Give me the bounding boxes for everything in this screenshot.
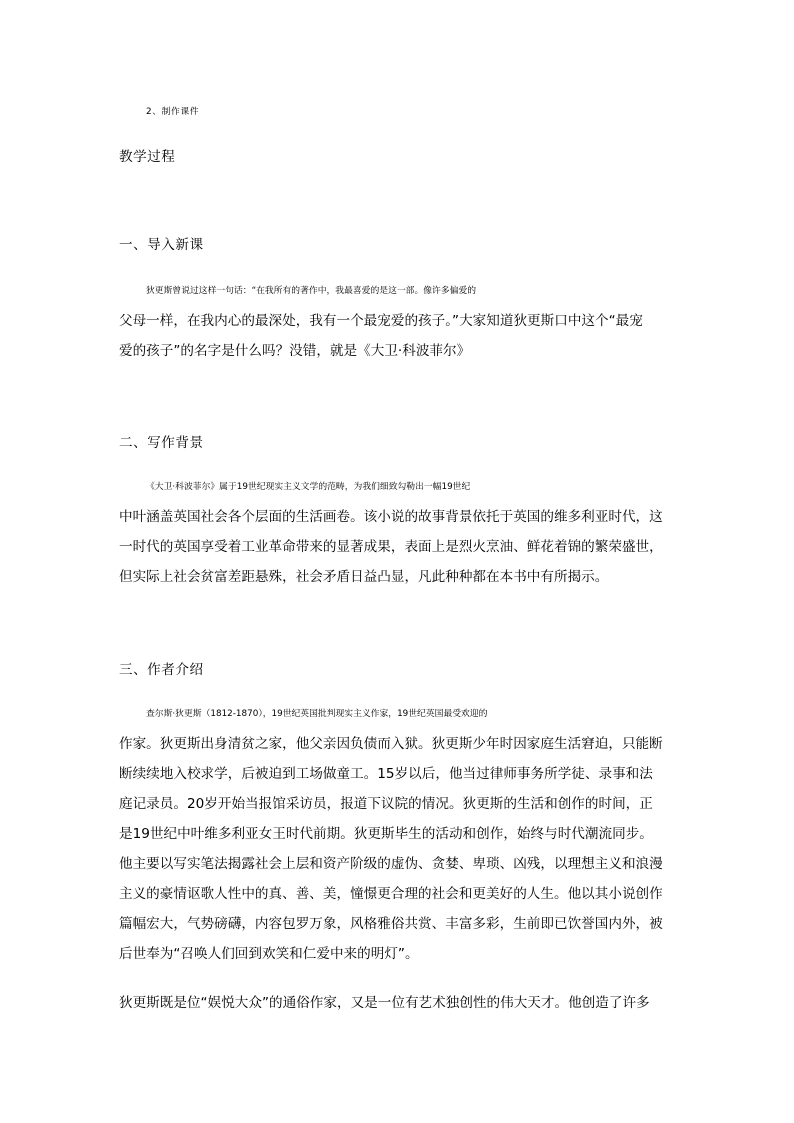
process-title: 教学过程 xyxy=(119,149,176,165)
paragraph-line: 作家。狄更斯出身清贫之家，他父亲因负债而入狱。狄更斯少年时因家庭生活窘迫，只能断 xyxy=(119,736,663,752)
paragraph-line: 一时代的英国享受着工业革命带来的显著成果，表面上是烈火烹油、鲜花着锦的繁荣盛世， xyxy=(119,539,663,555)
paragraph-line: 他主要以写实笔法揭露社会上层和资产阶级的虚伪、贪婪、卑琐、凶残，以理想主义和浪漫 xyxy=(119,856,663,872)
paragraph-line: 中叶涵盖英国社会各个层面的生活画卷。该小说的故事背景依托于英国的维多利亚时代，这 xyxy=(119,509,663,525)
paragraph-line: 爱的孩子”的名字是什么吗？没错，就是《大卫·科波菲尔》 xyxy=(119,343,471,359)
section-heading-author: 三、作者介绍 xyxy=(119,662,204,678)
paragraph-line: 断续续地入校求学，后被迫到工场做童工。15岁以后，他当过律师事务所学徒、录事和法 xyxy=(119,766,653,782)
paragraph-line: 篇幅宏大，气势磅礴，内容包罗万象，风格雅俗共赏、丰富多彩，生前即已饮誉国内外，被 xyxy=(119,916,663,932)
paragraph-line: 《大卫·科波菲尔》属于19世纪现实主义文学的范畴，为我们细致勾勒出一幅19世纪 xyxy=(146,482,471,492)
paragraph-line: 狄更斯既是位“娱悦大众”的通俗作家，又是一位有艺术独创性的伟大天才。他创造了许多 xyxy=(119,995,650,1011)
paragraph-line: 但实际上社会贫富差距悬殊，社会矛盾日益凸显，凡此种种都在本书中有所揭示。 xyxy=(119,569,609,585)
paragraph-line: 庭记录员。20岁开始当报馆采访员，报道下议院的情况。狄更斯的生活和创作的时间，正 xyxy=(119,796,653,812)
paragraph-line: 后世奉为“召唤人们回到欢笑和仁爱中来的明灯”。 xyxy=(119,946,419,962)
paragraph-line: 父母一样，在我内心的最深处，我有一个最宠爱的孩子。”大家知道狄更斯口中这个“最宠 xyxy=(119,313,643,329)
paragraph-line: 是19世纪中叶维多利亚女王时代前期。狄更斯毕生的活动和创作，始终与时代潮流同步。 xyxy=(119,826,653,842)
paragraph-line: 主义的豪情讴歌人性中的真、善、美，憧憬更合理的社会和更美好的人生。他以其小说创作 xyxy=(119,886,663,902)
paragraph-line: 狄更斯曾说过这样一句话：“在我所有的著作中，我最喜爱的是这一部。像许多偏爱的 xyxy=(146,286,477,296)
prep-item: 2、制作课件 xyxy=(146,107,200,117)
section-heading-background: 二、写作背景 xyxy=(119,435,204,451)
paragraph-line: 查尔斯·狄更斯（1812-1870），19世纪英国批判现实主义作家，19世纪英国最受欢迎的 xyxy=(146,709,488,719)
section-heading-intro: 一、导入新课 xyxy=(119,237,204,253)
